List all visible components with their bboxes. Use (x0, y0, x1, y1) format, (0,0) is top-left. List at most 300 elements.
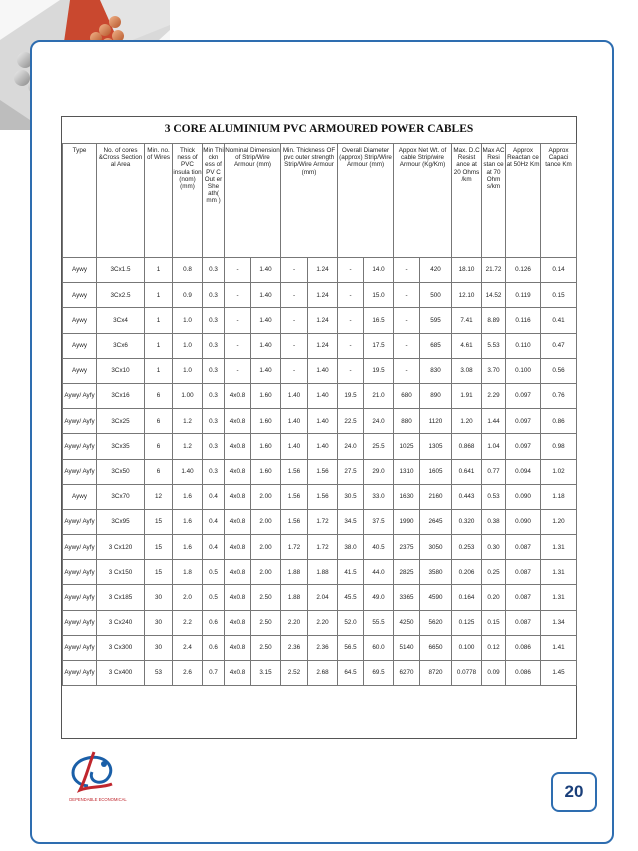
table-cell: 830 (420, 358, 452, 383)
table-cell: 1.8 (173, 560, 203, 585)
spiral-li-logo-icon (58, 744, 138, 804)
logo-tagline: DEPENDABLE ECONOMICAL (69, 797, 127, 802)
table-cell: 24.0 (338, 434, 364, 459)
table-cell: 2.36 (281, 635, 308, 660)
table-cell: 3Cx70 (97, 484, 145, 509)
table-cell: 1.04 (482, 434, 506, 459)
page-number: 20 (551, 772, 597, 812)
table-cell: 3580 (420, 560, 452, 585)
table-cell: 15 (145, 535, 173, 560)
table-cell: 0.15 (541, 283, 577, 308)
table-cell: 3 Cx150 (97, 560, 145, 585)
table-cell: 1.00 (173, 383, 203, 408)
table-cell: 0.097 (506, 383, 541, 408)
table-cell: 2.52 (281, 661, 308, 686)
table-cell: 3 Cx300 (97, 635, 145, 660)
table-cell: 0.641 (452, 459, 482, 484)
table-cell: 2160 (420, 484, 452, 509)
table-cell: 24.0 (364, 409, 394, 434)
table-cell: 1120 (420, 409, 452, 434)
table-cell: 0.097 (506, 434, 541, 459)
table-cell: 1.41 (541, 635, 577, 660)
table-cell: - (338, 283, 364, 308)
table-cell: 1.02 (541, 459, 577, 484)
table-row (63, 283, 577, 308)
table-cell: 0.3 (203, 383, 225, 408)
table-cell: 2.0 (173, 585, 203, 610)
column-header: Min Thi ckn ess of PV C Out er She ath( mm ) (203, 144, 225, 258)
column-header: Min. no. of Wires (145, 144, 173, 258)
table-cell: 12 (145, 484, 173, 509)
table-row (63, 661, 577, 686)
table-cell: 2.20 (308, 610, 338, 635)
table-cell: 1.40 (251, 308, 281, 333)
table-cell: 1.0 (173, 358, 203, 383)
table-cell: 6650 (420, 635, 452, 660)
table-row (63, 434, 577, 459)
table-cell: 1.40 (281, 434, 308, 459)
table-cell: Aywy/ Ayfy (63, 434, 97, 459)
table-cell: - (394, 333, 420, 358)
table-cell: 1.40 (251, 283, 281, 308)
table-cell: 30 (145, 610, 173, 635)
table-cell: 0.8 (173, 258, 203, 283)
table-cell: 0.3 (203, 308, 225, 333)
table-row (63, 585, 577, 610)
table-cell: 29.0 (364, 459, 394, 484)
table-cell: 1.72 (281, 535, 308, 560)
table-cell: 5620 (420, 610, 452, 635)
table-cell: 1 (145, 258, 173, 283)
table-cell: 3050 (420, 535, 452, 560)
table-cell: - (281, 283, 308, 308)
table-cell: 1.91 (452, 383, 482, 408)
table-cell: 5140 (394, 635, 420, 660)
table-cell: 1.6 (173, 535, 203, 560)
table-cell: 5.53 (482, 333, 506, 358)
table-cell: 30 (145, 635, 173, 660)
column-header: Max. D.C Resist ance at 20 Ohms /km (452, 144, 482, 258)
table-cell: 4590 (420, 585, 452, 610)
table-cell: 0.09 (482, 661, 506, 686)
table-cell: 19.5 (364, 358, 394, 383)
table-cell: 0.77 (482, 459, 506, 484)
table-cell: 2.29 (482, 383, 506, 408)
table-cell: 0.5 (203, 585, 225, 610)
table-cell: Aywy/ Ayfy (63, 409, 97, 434)
table-cell: 0.4 (203, 535, 225, 560)
table-cell: 3Cx1.5 (97, 258, 145, 283)
table-cell: 0.087 (506, 610, 541, 635)
table-cell: - (338, 358, 364, 383)
table-cell: 8.89 (482, 308, 506, 333)
table-cell: 4.61 (452, 333, 482, 358)
table-cell: 0.86 (541, 409, 577, 434)
table-cell: 1.24 (308, 283, 338, 308)
table-row (63, 333, 577, 358)
table-cell: 0.20 (482, 585, 506, 610)
table-cell: 1.31 (541, 535, 577, 560)
table-row (63, 560, 577, 585)
table-cell: 1.40 (251, 358, 281, 383)
table-cell: Aywy (63, 358, 97, 383)
table-cell: 595 (420, 308, 452, 333)
table-cell: 1.0 (173, 333, 203, 358)
table-cell: Aywy (63, 283, 97, 308)
table-row (63, 409, 577, 434)
table-cell: 1.20 (452, 409, 482, 434)
table-cell: 6270 (394, 661, 420, 686)
table-cell: 0.12 (482, 635, 506, 660)
table-cell: 40.5 (364, 535, 394, 560)
table-cell: 17.5 (364, 333, 394, 358)
table-cell: 0.3 (203, 434, 225, 459)
table-cell: Aywy (63, 484, 97, 509)
table-cell: 14.52 (482, 283, 506, 308)
table-row (63, 459, 577, 484)
table-cell: 0.3 (203, 459, 225, 484)
table-cell: 1.40 (173, 459, 203, 484)
column-header: Approx Reactan ce at 50Hz Km (506, 144, 541, 258)
table-cell: 0.125 (452, 610, 482, 635)
table-cell: 1.40 (251, 258, 281, 283)
table-cell: 1.72 (308, 509, 338, 534)
table-cell: 0.094 (506, 459, 541, 484)
table-cell: 0.090 (506, 509, 541, 534)
table-cell: - (394, 308, 420, 333)
page-title: 3 CORE ALUMINIUM PVC ARMOURED POWER CABLES (164, 123, 474, 135)
table-cell: 0.087 (506, 585, 541, 610)
table-cell: 2.00 (251, 560, 281, 585)
table-cell: 38.0 (338, 535, 364, 560)
table-cell: 3Cx25 (97, 409, 145, 434)
table-cell: 4250 (394, 610, 420, 635)
table-cell: 2.20 (281, 610, 308, 635)
table-cell: 4x0.8 (225, 585, 251, 610)
table-cell: 64.5 (338, 661, 364, 686)
table-cell: 0.30 (482, 535, 506, 560)
table-cell: 1.2 (173, 434, 203, 459)
table-cell: 2.00 (251, 509, 281, 534)
table-cell: 2.50 (251, 635, 281, 660)
table-cell: Aywy/ Ayfy (63, 383, 97, 408)
table-row (63, 509, 577, 534)
table-cell: 1.40 (308, 358, 338, 383)
table-cell: 1.45 (541, 661, 577, 686)
table-cell: 49.0 (364, 585, 394, 610)
table-cell: 3.15 (251, 661, 281, 686)
table-cell: 53 (145, 661, 173, 686)
table-cell: 0.56 (541, 358, 577, 383)
column-header: Thick ness of PVC insula tion (nom) (mm) (173, 144, 203, 258)
table-cell: 1.88 (308, 560, 338, 585)
table-cell: Aywy/ Ayfy (63, 585, 97, 610)
table-cell: 1.18 (541, 484, 577, 509)
table-cell: 0.3 (203, 283, 225, 308)
table-cell: 1.40 (281, 409, 308, 434)
table-cell: - (281, 358, 308, 383)
table-cell: 0.090 (506, 484, 541, 509)
table-cell: 4x0.8 (225, 661, 251, 686)
table-cell: 0.164 (452, 585, 482, 610)
table-cell: 4x0.8 (225, 509, 251, 534)
table-cell: Aywy/ Ayfy (63, 635, 97, 660)
column-header: Overall Diameter (approx) Strip/Wire Armour (mm) (338, 144, 394, 258)
table-cell: 2.00 (251, 535, 281, 560)
table-cell: 6 (145, 383, 173, 408)
table-cell: 1.31 (541, 585, 577, 610)
table-cell: 1630 (394, 484, 420, 509)
table-row (63, 383, 577, 408)
table-cell: 33.0 (364, 484, 394, 509)
table-cell: 15.0 (364, 283, 394, 308)
column-header: Approx Capaci tance Km (541, 144, 577, 258)
table-row (63, 308, 577, 333)
table-cell: 0.25 (482, 560, 506, 585)
table-cell: 3Cx10 (97, 358, 145, 383)
table-cell: 1.34 (541, 610, 577, 635)
table-cell: 1.0 (173, 308, 203, 333)
table-row (63, 635, 577, 660)
table-cell: Aywy/ Ayfy (63, 661, 97, 686)
table-cell: 3 Cx120 (97, 535, 145, 560)
table-cell: 0.6 (203, 635, 225, 660)
table-cell: 25.5 (364, 434, 394, 459)
table-cell: 3Cx16 (97, 383, 145, 408)
table-cell: 0.41 (541, 308, 577, 333)
table-cell: 2.2 (173, 610, 203, 635)
table-cell: 22.5 (338, 409, 364, 434)
table-cell: - (281, 333, 308, 358)
table-cell: 0.116 (506, 308, 541, 333)
table-cell: - (225, 358, 251, 383)
table-row (63, 258, 577, 283)
table-cell: 1.56 (281, 509, 308, 534)
table-cell: - (394, 283, 420, 308)
table-cell: 30 (145, 585, 173, 610)
table-cell: 0.087 (506, 560, 541, 585)
table-cell: 4x0.8 (225, 635, 251, 660)
table-cell: 52.0 (338, 610, 364, 635)
table-cell: 27.5 (338, 459, 364, 484)
table-cell: 1.24 (308, 308, 338, 333)
table-cell: 1.60 (251, 434, 281, 459)
column-header: Min. Thickness OF pvc outer strength Strip/Wire Armour (mm) (281, 144, 338, 258)
table-cell: 0.119 (506, 283, 541, 308)
table-panel (61, 116, 577, 739)
table-cell: 880 (394, 409, 420, 434)
table-cell: 12.10 (452, 283, 482, 308)
table-cell: 44.0 (364, 560, 394, 585)
table-cell: Aywy/ Ayfy (63, 535, 97, 560)
table-cell: 3.70 (482, 358, 506, 383)
table-header-row (63, 144, 577, 258)
table-cell: - (338, 308, 364, 333)
table-cell: 2.50 (251, 585, 281, 610)
table-cell: 1.24 (308, 333, 338, 358)
table-cell: 4x0.8 (225, 409, 251, 434)
table-cell: 3Cx50 (97, 459, 145, 484)
table-cell: 6 (145, 434, 173, 459)
table-row (63, 535, 577, 560)
table-cell: 0.3 (203, 358, 225, 383)
table-cell: 19.5 (338, 383, 364, 408)
table-cell: 0.9 (173, 283, 203, 308)
table-cell: 2.36 (308, 635, 338, 660)
column-header: Type (63, 144, 97, 258)
table-cell: 1.40 (251, 333, 281, 358)
table-cell: 0.443 (452, 484, 482, 509)
table-cell: 0.6 (203, 610, 225, 635)
table-cell: 3Cx35 (97, 434, 145, 459)
table-cell: 500 (420, 283, 452, 308)
table-cell: 0.253 (452, 535, 482, 560)
table-cell: - (394, 258, 420, 283)
table-cell: 1 (145, 333, 173, 358)
table-cell: 2.50 (251, 610, 281, 635)
table-cell: 1.56 (308, 484, 338, 509)
table-cell: 2.04 (308, 585, 338, 610)
table-cell: 0.126 (506, 258, 541, 283)
table-cell: 1.40 (308, 409, 338, 434)
table-cell: 1.56 (281, 459, 308, 484)
column-header: Nominal Dimension of Strip/Wire Armour (mm) (225, 144, 281, 258)
table-row (63, 484, 577, 509)
table-cell: 1.60 (251, 459, 281, 484)
table-cell: 6 (145, 409, 173, 434)
table-cell: Aywy/ Ayfy (63, 560, 97, 585)
table-cell: 1025 (394, 434, 420, 459)
table-cell: 1 (145, 283, 173, 308)
table-cell: 0.086 (506, 661, 541, 686)
table-cell: 4x0.8 (225, 484, 251, 509)
table-cell: - (225, 258, 251, 283)
table-cell: - (281, 258, 308, 283)
table-cell: 1.6 (173, 484, 203, 509)
table-cell: - (281, 308, 308, 333)
table-cell: 1.6 (173, 509, 203, 534)
table-cell: 1.2 (173, 409, 203, 434)
table-cell: 6 (145, 459, 173, 484)
table-cell: 0.4 (203, 509, 225, 534)
table-cell: 0.087 (506, 535, 541, 560)
table-cell: 1.40 (308, 434, 338, 459)
table-cell: 4x0.8 (225, 560, 251, 585)
table-cell: - (225, 283, 251, 308)
table-cell: 2.4 (173, 635, 203, 660)
table-cell: 1 (145, 308, 173, 333)
table-row (63, 610, 577, 635)
table-cell: 8720 (420, 661, 452, 686)
table-cell: 1.20 (541, 509, 577, 534)
table-cell: - (225, 308, 251, 333)
table-cell: 34.5 (338, 509, 364, 534)
table-cell: 18.10 (452, 258, 482, 283)
table-cell: 0.7 (203, 661, 225, 686)
table-cell: 0.98 (541, 434, 577, 459)
table-cell: 4x0.8 (225, 434, 251, 459)
table-cell: 2825 (394, 560, 420, 585)
column-header: Max AC Resi stan ce at 70 Ohm s/km (482, 144, 506, 258)
table-cell: 4x0.8 (225, 610, 251, 635)
table-cell: 3365 (394, 585, 420, 610)
table-cell: 0.206 (452, 560, 482, 585)
table-cell: 1305 (420, 434, 452, 459)
table-row (63, 358, 577, 383)
table-cell: 2.00 (251, 484, 281, 509)
table-cell: 685 (420, 333, 452, 358)
table-body (63, 258, 577, 686)
table-cell: 0.3 (203, 258, 225, 283)
table-cell: 1.31 (541, 560, 577, 585)
table-cell: 1.56 (281, 484, 308, 509)
table-cell: 1.88 (281, 585, 308, 610)
table-cell: 1.40 (281, 383, 308, 408)
table-cell: 1.60 (251, 383, 281, 408)
table-cell: 14.0 (364, 258, 394, 283)
table-cell: 1310 (394, 459, 420, 484)
table-cell: 15 (145, 509, 173, 534)
table-cell: Aywy/ Ayfy (63, 610, 97, 635)
company-logo (58, 744, 138, 804)
table-cell: 1.44 (482, 409, 506, 434)
table-cell: 7.41 (452, 308, 482, 333)
table-cell: 3 Cx240 (97, 610, 145, 635)
table-cell: 0.868 (452, 434, 482, 459)
column-header: Appox Net Wt. of cable Strip/wire Armour (Kg/Km) (394, 144, 452, 258)
table-cell: 2.6 (173, 661, 203, 686)
table-cell: - (225, 333, 251, 358)
table-cell: 45.5 (338, 585, 364, 610)
table-cell: 3Cx95 (97, 509, 145, 534)
table-cell: 1.72 (308, 535, 338, 560)
table-cell: - (338, 258, 364, 283)
table-cell: 0.4 (203, 484, 225, 509)
table-cell: 1.24 (308, 258, 338, 283)
table-cell: 0.100 (506, 358, 541, 383)
table-cell: 3 Cx185 (97, 585, 145, 610)
table-cell: 0.3 (203, 409, 225, 434)
table-cell: 0.76 (541, 383, 577, 408)
cable-spec-table (62, 143, 577, 686)
table-cell: 1.56 (308, 459, 338, 484)
table-cell: 0.14 (541, 258, 577, 283)
table-cell: 680 (394, 383, 420, 408)
table-cell: Aywy (63, 308, 97, 333)
table-cell: 0.47 (541, 333, 577, 358)
table-cell: 2.68 (308, 661, 338, 686)
table-cell: Aywy/ Ayfy (63, 509, 97, 534)
table-cell: Aywy (63, 333, 97, 358)
table-cell: 2375 (394, 535, 420, 560)
table-cell: 0.3 (203, 333, 225, 358)
table-cell: 21.72 (482, 258, 506, 283)
table-cell: 41.5 (338, 560, 364, 585)
table-cell: 21.0 (364, 383, 394, 408)
table-cell: 0.5 (203, 560, 225, 585)
table-cell: 0.110 (506, 333, 541, 358)
table-cell: 15 (145, 560, 173, 585)
table-cell: 3 Cx400 (97, 661, 145, 686)
table-cell: 0.38 (482, 509, 506, 534)
table-cell: 1990 (394, 509, 420, 534)
table-cell: 0.100 (452, 635, 482, 660)
table-cell: 0.53 (482, 484, 506, 509)
table-cell: 3Cx4 (97, 308, 145, 333)
table-cell: 30.5 (338, 484, 364, 509)
table-cell: 55.5 (364, 610, 394, 635)
table-cell: 0.320 (452, 509, 482, 534)
